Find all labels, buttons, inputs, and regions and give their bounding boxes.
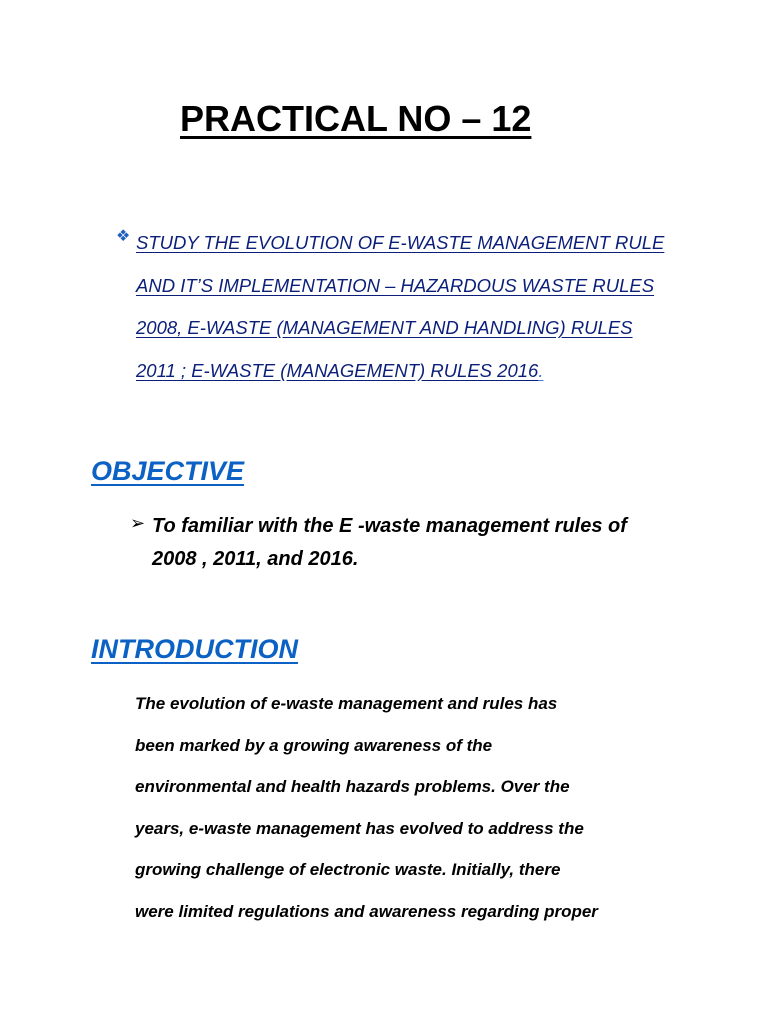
objective-line: 2008 , 2011, and 2016. bbox=[152, 548, 359, 570]
task-line: 2008, E-WASTE (MANAGEMENT AND HANDLING) RULES bbox=[136, 317, 633, 338]
arrow-bullet-icon: ➢ bbox=[130, 513, 146, 533]
task-line: STUDY THE EVOLUTION OF E-WASTE MANAGEMENT RULE bbox=[136, 232, 665, 253]
intro-line: years, e-waste management has evolved to address the bbox=[135, 818, 584, 838]
intro-line: been marked by a growing awareness of the bbox=[135, 735, 493, 755]
objective-text bbox=[152, 510, 627, 576]
intro-line: were limited regulations and awareness regarding proper bbox=[135, 901, 598, 921]
introduction-body bbox=[135, 683, 695, 932]
task-lines bbox=[136, 222, 716, 392]
objective-line: To familiar with the E -waste management rules of bbox=[152, 515, 627, 537]
diamond-bullet-icon: ❖ bbox=[116, 228, 131, 245]
task-line: AND IT’S IMPLEMENTATION – HAZARDOUS WASTE RULES bbox=[136, 274, 655, 296]
objective-heading: OBJECTIVE bbox=[91, 456, 245, 486]
task-line-text: 2011 ; E-WASTE (MANAGEMENT) RULES 2016 bbox=[136, 359, 539, 381]
intro-line bbox=[135, 683, 695, 725]
task-line-last bbox=[136, 350, 716, 393]
task-trailing-punct: . bbox=[538, 359, 544, 381]
intro-line: growing challenge of electronic waste. Initially, there bbox=[135, 860, 561, 879]
introduction-heading: INTRODUCTION bbox=[91, 634, 298, 664]
intro-line: environmental and health hazards problems. Over the bbox=[135, 777, 570, 796]
intro-line-text: The evolution of e-waste management and rules has bbox=[135, 694, 558, 713]
page-title: PRACTICAL NO – 12 bbox=[180, 98, 532, 139]
